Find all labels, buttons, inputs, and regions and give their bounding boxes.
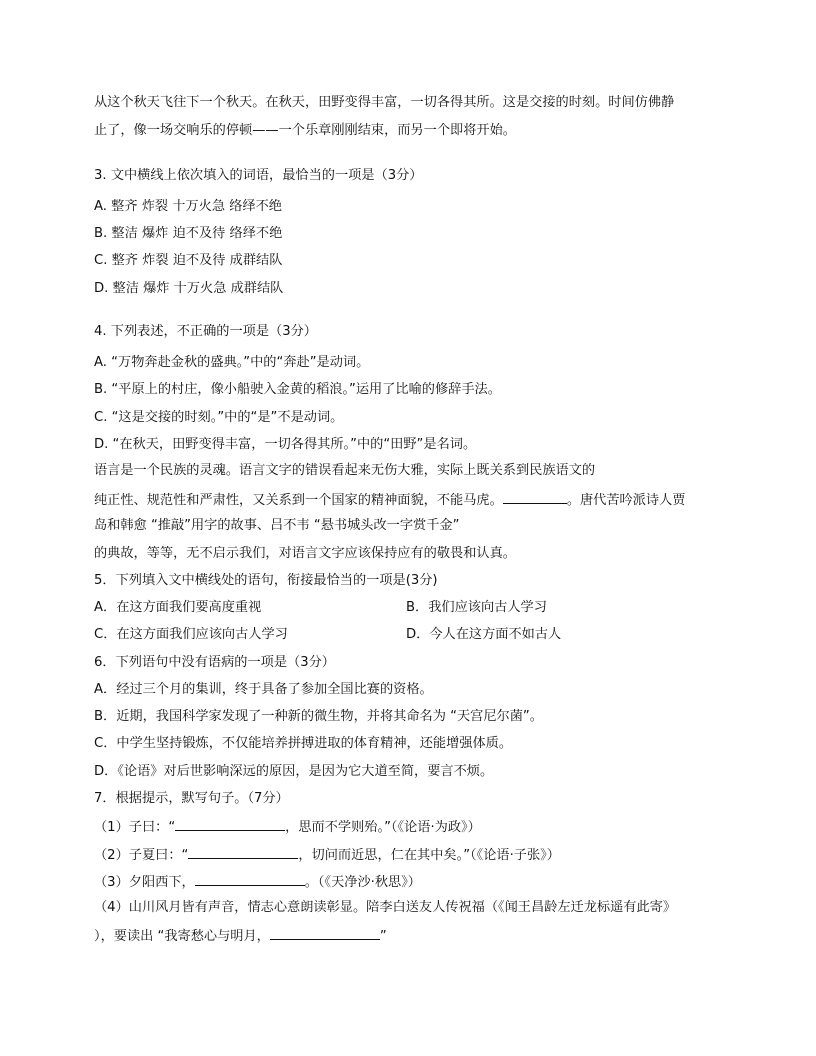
question-3-option-c: C. 整齐 炸裂 迫不及待 成群结队: [94, 253, 283, 268]
question-3-stem: 3. 文中横线上依次填入的词语，最恰当的一项是（3分）: [94, 168, 423, 183]
question-5-option-d: D．今人在这方面不如古人: [406, 627, 562, 642]
question-7-item-1: [94, 817, 481, 837]
item-text: ”: [379, 929, 387, 944]
item-text: （2）子夏曰：“: [94, 848, 189, 863]
question-7-item-3: [94, 872, 421, 892]
answer-blank[interactable]: [188, 845, 298, 859]
question-4-option-b: B. “平原上的村庄，像小船驶入金黄的稻浪。”运用了比喻的修辞手法。: [94, 382, 501, 397]
item-text: ），要读出 “我寄愁心与明月，: [94, 929, 270, 944]
question-4-option-d: D. “在秋天，田野变得丰富，一切各得其所。”中的“田野”是名词。: [94, 437, 477, 452]
answer-blank[interactable]: [270, 926, 380, 940]
question-6-option-d: D．《论语》对后世影响深远的原因，是因为它大道至简，要言不烦。: [94, 764, 494, 779]
passage2-line: 的典故，等等，无不启示我们，对语言文字应该保持应有的敬畏和认真。: [94, 546, 516, 561]
passage2-text: 。唐代苦吟派诗人贾: [566, 493, 686, 508]
question-7-stem: 7．根据提示，默写句子。（7分）: [94, 791, 289, 806]
question-6-option-b: B．近期，我国科学家发现了一种新的微生物，并将其命名为 “天宫尼尔菌”。: [94, 709, 543, 724]
item-text: ，切问而近思，仁在其中矣。”（《论语·子张》）: [298, 848, 560, 863]
question-4-stem: 4. 下列表述，不正确的一项是（3分）: [94, 324, 317, 339]
question-7-item-2: [94, 845, 560, 865]
answer-blank[interactable]: [175, 817, 285, 831]
passage2-text: 纯正性、规范性和严肃性，又关系到一个国家的精神面貌，不能马虎。: [94, 493, 503, 508]
question-3-option-a: A. 整齐 炸裂 十万火急 络绎不绝: [94, 199, 282, 214]
question-6-option-c: C．中学生坚持锻炼，不仅能培养拼搏进取的体育精神，还能增强体质。: [94, 736, 513, 751]
question-3-option-d: D. 整洁 爆炸 十万火急 成群结队: [94, 281, 284, 296]
question-7-item-4: （4）山川风月皆有声音，情志心意朗读彰显。陪李白送友人传祝福（《闻王昌龄左迁龙标遥有此寄》: [94, 900, 677, 915]
question-4-option-a: A. “万物奔赴金秋的盛典。”中的“奔赴”是动词。: [94, 355, 370, 370]
passage2-line: 语言是一个民族的灵魂。语言文字的错误看起来无伤大雅，实际上既关系到民族语文的: [94, 463, 596, 478]
item-text: （1）子曰：“: [94, 820, 176, 835]
question-6-option-a: A．经过三个月的集训，终于具备了参加全国比赛的资格。: [94, 682, 433, 697]
question-5-option-b: B．我们应该向古人学习: [406, 600, 547, 615]
answer-blank[interactable]: [195, 872, 305, 886]
question-5-option-c: C．在这方面我们应该向古人学习: [94, 627, 288, 642]
question-6-stem: 6．下列语句中没有语病的一项是（3分）: [94, 655, 335, 670]
passage2-line: 岛和韩愈 “推敲”用字的故事、吕不韦 “悬书城头改一字赏千金”: [94, 518, 460, 533]
passage-text-line: 止了，像一场交响乐的停顿——一个乐章刚刚结束，而另一个即将开始。: [94, 123, 516, 138]
fill-blank: [503, 490, 567, 504]
item-text: 。（《天净沙·秋思》）: [304, 875, 421, 890]
passage-text-line: 从这个秋天飞往下一个秋天。在秋天，田野变得丰富，一切各得其所。这是交接的时刻。时间仿佛静: [94, 95, 675, 110]
item-text: ，思而不学则殆。”（《论语·为政》）: [285, 820, 481, 835]
question-5-stem: 5．下列填入文中横线处的语句，衔接最恰当的一项是(3分): [94, 573, 438, 588]
question-3-option-b: B. 整洁 爆炸 迫不及待 络绎不绝: [94, 226, 283, 241]
item-text: （3）夕阳西下，: [94, 875, 195, 890]
question-7-item-4-cont: [94, 926, 387, 946]
passage2-line: [94, 490, 686, 510]
question-5-option-a: A．在这方面我们要高度重视: [94, 600, 262, 615]
question-4-option-c: C. “这是交接的时刻。”中的“是”不是动词。: [94, 410, 344, 425]
